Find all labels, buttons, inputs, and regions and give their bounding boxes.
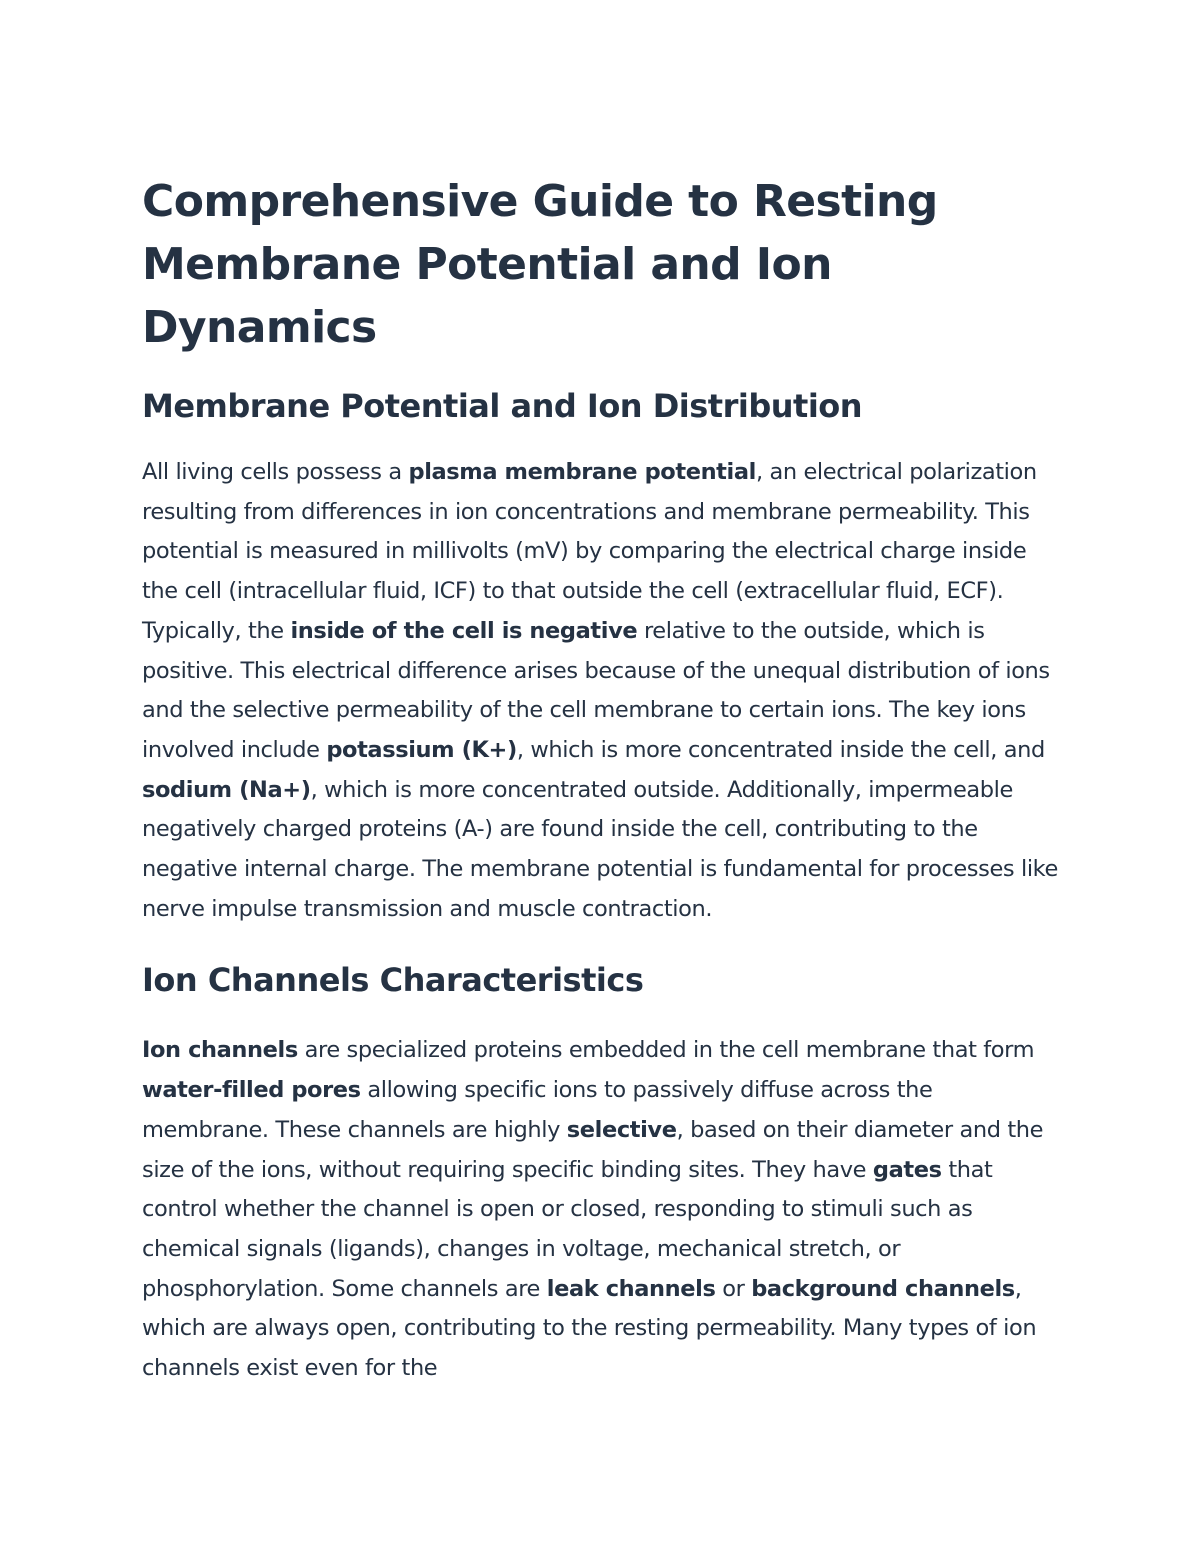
text-run: , an electrical polarization resulting from differences in ion concentrations and membrane permeability. This potential is measured in millivolts (mV) by comparing the electrical charge inside the cell (intracellular fluid, ICF) to that outside the cell (extracellular fluid, ECF). Typically, the bbox=[142, 459, 1037, 644]
text-run: relative to the outside, which is positive. This electrical difference arises because of the unequal distribution of ions and the selective permeability of the cell membrane to certain ions. The key ions involved include bbox=[142, 617, 1050, 763]
bold-term: Ion channels bbox=[142, 1037, 298, 1064]
section-heading-membrane-potential: Membrane Potential and Ion Distribution bbox=[142, 387, 863, 425]
bold-term: gates bbox=[872, 1156, 942, 1183]
bold-term: plasma membrane potential bbox=[408, 459, 756, 485]
text-run: , which is more concentrated inside the cell, and bbox=[516, 736, 1045, 763]
bold-term: potassium (K+) bbox=[326, 736, 517, 763]
section-heading-ion-channels: Ion Channels Characteristics bbox=[142, 961, 644, 1000]
bold-term: sodium (Na+) bbox=[142, 776, 311, 803]
text-run: allowing specific ions to passively diffuse across the membrane. These channels are highly bbox=[142, 1077, 933, 1143]
text-run: , which is more concentrated outside. Additionally, impermeable negatively charged proteins (A-) are found inside the cell, contributing to the negative internal charge. The membrane potential is fundamental for processes like nerve impulse transmission and muscle contraction. bbox=[142, 776, 1058, 922]
bold-term: selective bbox=[566, 1116, 677, 1143]
section-paragraph-membrane-potential bbox=[142, 453, 1062, 929]
text-run: that control whether the channel is open or closed, responding to stimuli such as chemical signals (ligands), changes in voltage, mechanical stretch, or phosphorylation. Some channels are bbox=[142, 1156, 993, 1302]
page-title: Comprehensive Guide to Resting Membrane Potential and Ion Dynamics bbox=[142, 176, 938, 353]
bold-term: inside of the cell is negative bbox=[290, 617, 638, 644]
text-run: All living cells possess a bbox=[142, 459, 409, 485]
bold-term: water-filled pores bbox=[142, 1077, 361, 1104]
text-run: are specialized proteins embedded in the cell membrane that form bbox=[297, 1037, 1035, 1064]
document-page bbox=[142, 170, 1062, 1389]
text-run: , which are always open, contributing to the resting permeability. Many types of ion channels exist even for the bbox=[142, 1275, 1037, 1382]
text-run: , based on their diameter and the size of the ions, without requiring specific binding sites. They have bbox=[142, 1116, 1044, 1183]
section-paragraph-ion-channels bbox=[142, 1031, 1062, 1388]
bold-term: background channels bbox=[751, 1275, 1015, 1302]
bold-term: leak channels bbox=[546, 1275, 716, 1302]
text-run: or bbox=[715, 1275, 752, 1302]
